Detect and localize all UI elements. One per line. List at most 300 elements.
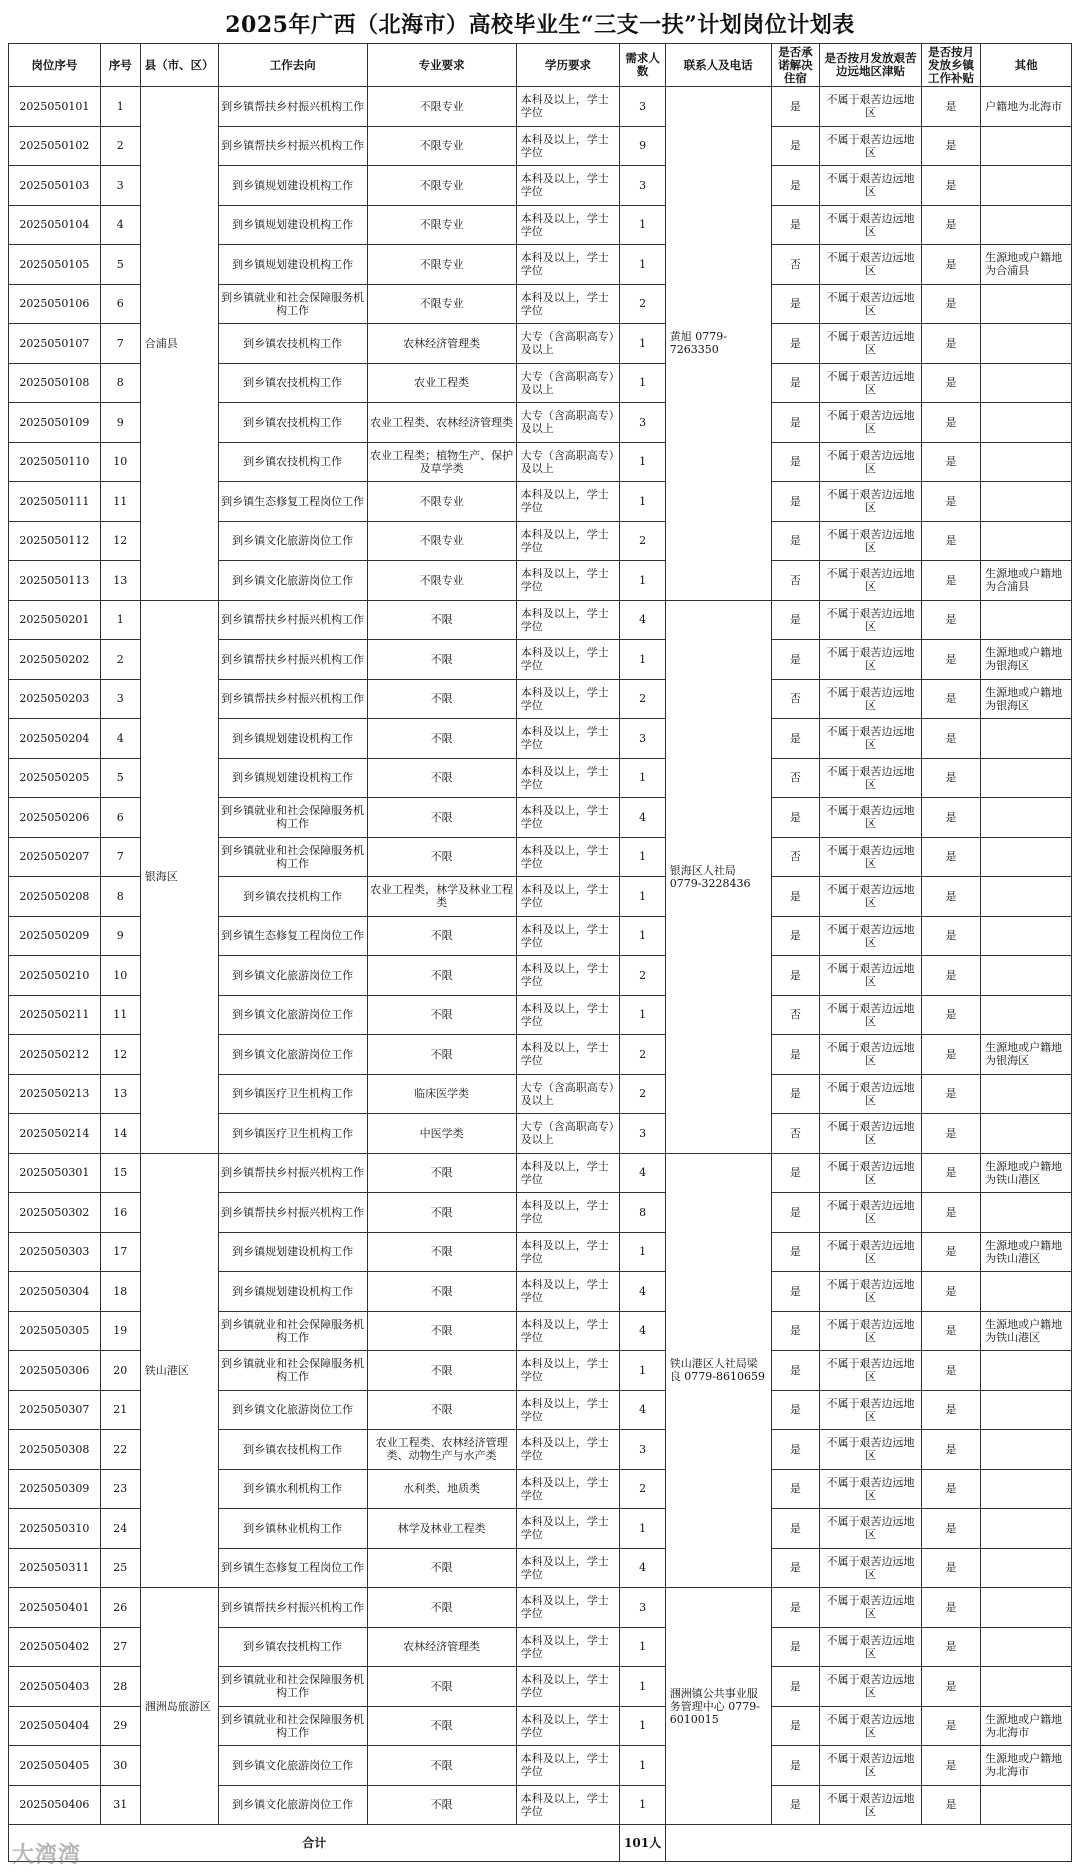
row-number-cell: 12 — [100, 521, 140, 561]
education-requirement-cell: 本科及以上，学士学位 — [516, 284, 620, 324]
row-number-cell: 10 — [100, 442, 140, 482]
major-requirement-cell: 不限 — [367, 1232, 516, 1272]
education-requirement-cell: 本科及以上，学士学位 — [516, 1193, 620, 1233]
position-id-cell: 2025050310 — [9, 1509, 101, 1549]
row-number-cell: 26 — [100, 1588, 140, 1628]
education-requirement-cell: 本科及以上，学士学位 — [516, 1035, 620, 1075]
education-requirement-cell: 本科及以上，学士学位 — [516, 837, 620, 877]
township-subsidy-cell: 是 — [921, 1114, 980, 1154]
remote-allowance-cell: 不属于艰苦边远地区 — [820, 956, 922, 996]
other-notes-cell — [981, 758, 1072, 798]
remote-allowance-cell: 不属于艰苦边远地区 — [820, 600, 922, 640]
row-number-cell: 19 — [100, 1311, 140, 1351]
major-requirement-cell: 不限专业 — [367, 205, 516, 245]
housing-provided-cell: 是 — [771, 87, 820, 127]
work-destination-cell: 到乡镇规划建设机构工作 — [218, 1232, 367, 1272]
row-number-cell: 15 — [100, 1153, 140, 1193]
other-notes-cell: 户籍地为北海市 — [981, 87, 1072, 127]
county-cell: 铁山港区 — [140, 1153, 218, 1588]
township-subsidy-cell: 是 — [921, 324, 980, 364]
township-subsidy-cell: 是 — [921, 837, 980, 877]
major-requirement-cell: 不限 — [367, 1588, 516, 1628]
remote-allowance-cell: 不属于艰苦边远地区 — [820, 324, 922, 364]
headcount-cell: 3 — [620, 403, 665, 443]
housing-provided-cell: 是 — [771, 205, 820, 245]
major-requirement-cell: 不限 — [367, 1667, 516, 1707]
remote-allowance-cell: 不属于艰苦边远地区 — [820, 1114, 922, 1154]
housing-provided-cell: 是 — [771, 1232, 820, 1272]
position-id-cell: 2025050304 — [9, 1272, 101, 1312]
housing-provided-cell: 是 — [771, 1548, 820, 1588]
row-number-cell: 30 — [100, 1746, 140, 1786]
remote-allowance-cell: 不属于艰苦边远地区 — [820, 521, 922, 561]
headcount-cell: 2 — [620, 956, 665, 996]
education-requirement-cell: 大专（含高职高专）及以上 — [516, 324, 620, 364]
headcount-cell: 1 — [620, 205, 665, 245]
township-subsidy-cell: 是 — [921, 1469, 980, 1509]
work-destination-cell: 到乡镇帮扶乡村振兴机构工作 — [218, 640, 367, 680]
township-subsidy-cell: 是 — [921, 1509, 980, 1549]
other-notes-cell — [981, 403, 1072, 443]
work-destination-cell: 到乡镇生态修复工程岗位工作 — [218, 482, 367, 522]
township-subsidy-cell: 是 — [921, 798, 980, 838]
position-id-cell: 2025050401 — [9, 1588, 101, 1628]
row-number-cell: 4 — [100, 719, 140, 759]
education-requirement-cell: 本科及以上，学士学位 — [516, 1509, 620, 1549]
major-requirement-cell: 农业工程类、农林经济管理类、动物生产与水产类 — [367, 1430, 516, 1470]
row-number-cell: 31 — [100, 1785, 140, 1825]
education-requirement-cell: 本科及以上，学士学位 — [516, 126, 620, 166]
headcount-cell: 9 — [620, 126, 665, 166]
housing-provided-cell: 是 — [771, 1627, 820, 1667]
other-notes-cell — [981, 284, 1072, 324]
township-subsidy-cell: 是 — [921, 1272, 980, 1312]
township-subsidy-cell: 是 — [921, 1627, 980, 1667]
other-notes-cell — [981, 126, 1072, 166]
other-notes-cell — [981, 1272, 1072, 1312]
row-number-cell: 9 — [100, 403, 140, 443]
other-notes-cell — [981, 1627, 1072, 1667]
major-requirement-cell: 不限 — [367, 798, 516, 838]
remote-allowance-cell: 不属于艰苦边远地区 — [820, 1390, 922, 1430]
other-notes-cell — [981, 1351, 1072, 1391]
row-number-cell: 6 — [100, 284, 140, 324]
row-number-cell: 17 — [100, 1232, 140, 1272]
major-requirement-cell: 不限 — [367, 837, 516, 877]
remote-allowance-cell: 不属于艰苦边远地区 — [820, 1627, 922, 1667]
housing-provided-cell: 是 — [771, 324, 820, 364]
major-requirement-cell: 不限专业 — [367, 521, 516, 561]
remote-allowance-cell: 不属于艰苦边远地区 — [820, 995, 922, 1035]
work-destination-cell: 到乡镇规划建设机构工作 — [218, 166, 367, 206]
major-requirement-cell: 不限 — [367, 1785, 516, 1825]
headcount-cell: 3 — [620, 719, 665, 759]
watermark-logo: 大湾湾 — [12, 1843, 82, 1868]
township-subsidy-cell: 是 — [921, 758, 980, 798]
county-cell: 涠洲岛旅游区 — [140, 1588, 218, 1825]
work-destination-cell: 到乡镇就业和社会保障服务机构工作 — [218, 1311, 367, 1351]
work-destination-cell: 到乡镇规划建设机构工作 — [218, 205, 367, 245]
row-number-cell: 3 — [100, 679, 140, 719]
housing-provided-cell: 是 — [771, 1311, 820, 1351]
other-notes-cell — [981, 1074, 1072, 1114]
remote-allowance-cell: 不属于艰苦边远地区 — [820, 245, 922, 285]
major-requirement-cell: 不限 — [367, 1311, 516, 1351]
headcount-cell: 8 — [620, 1193, 665, 1233]
housing-provided-cell: 是 — [771, 521, 820, 561]
work-destination-cell: 到乡镇林业机构工作 — [218, 1509, 367, 1549]
township-subsidy-cell: 是 — [921, 1548, 980, 1588]
housing-provided-cell: 是 — [771, 1272, 820, 1312]
headcount-cell: 3 — [620, 1430, 665, 1470]
headcount-cell: 1 — [620, 916, 665, 956]
education-requirement-cell: 本科及以上，学士学位 — [516, 1351, 620, 1391]
housing-provided-cell: 是 — [771, 1706, 820, 1746]
education-requirement-cell: 本科及以上，学士学位 — [516, 1706, 620, 1746]
major-requirement-cell: 不限专业 — [367, 482, 516, 522]
col-header: 序号 — [100, 44, 140, 87]
other-notes-cell — [981, 442, 1072, 482]
remote-allowance-cell: 不属于艰苦边远地区 — [820, 363, 922, 403]
position-id-cell: 2025050307 — [9, 1390, 101, 1430]
other-notes-cell — [981, 1667, 1072, 1707]
row-number-cell: 7 — [100, 837, 140, 877]
position-id-cell: 2025050201 — [9, 600, 101, 640]
major-requirement-cell: 不限 — [367, 1351, 516, 1391]
remote-allowance-cell: 不属于艰苦边远地区 — [820, 442, 922, 482]
remote-allowance-cell: 不属于艰苦边远地区 — [820, 640, 922, 680]
page-title: 2025年广西（北海市）高校毕业生“三支一扶”计划岗位计划表 — [225, 12, 855, 38]
headcount-cell: 4 — [620, 1311, 665, 1351]
education-requirement-cell: 本科及以上，学士学位 — [516, 1469, 620, 1509]
position-id-cell: 2025050104 — [9, 205, 101, 245]
work-destination-cell: 到乡镇文化旅游岗位工作 — [218, 1390, 367, 1430]
education-requirement-cell: 本科及以上，学士学位 — [516, 600, 620, 640]
major-requirement-cell: 中医学类 — [367, 1114, 516, 1154]
work-destination-cell: 到乡镇文化旅游岗位工作 — [218, 1746, 367, 1786]
other-notes-cell — [981, 916, 1072, 956]
remote-allowance-cell: 不属于艰苦边远地区 — [820, 126, 922, 166]
education-requirement-cell: 本科及以上，学士学位 — [516, 798, 620, 838]
position-id-cell: 2025050102 — [9, 126, 101, 166]
housing-provided-cell: 是 — [771, 600, 820, 640]
table-row — [9, 1588, 1072, 1628]
work-destination-cell: 到乡镇生态修复工程岗位工作 — [218, 1548, 367, 1588]
work-destination-cell: 到乡镇就业和社会保障服务机构工作 — [218, 1706, 367, 1746]
work-destination-cell: 到乡镇水利机构工作 — [218, 1469, 367, 1509]
township-subsidy-cell: 是 — [921, 995, 980, 1035]
township-subsidy-cell: 是 — [921, 640, 980, 680]
township-subsidy-cell: 是 — [921, 1430, 980, 1470]
remote-allowance-cell: 不属于艰苦边远地区 — [820, 1430, 922, 1470]
township-subsidy-cell: 是 — [921, 679, 980, 719]
headcount-cell: 1 — [620, 837, 665, 877]
row-number-cell: 24 — [100, 1509, 140, 1549]
remote-allowance-cell: 不属于艰苦边远地区 — [820, 877, 922, 917]
township-subsidy-cell: 是 — [921, 916, 980, 956]
other-notes-cell: 生源地或户籍地为铁山港区 — [981, 1311, 1072, 1351]
work-destination-cell: 到乡镇帮扶乡村振兴机构工作 — [218, 126, 367, 166]
remote-allowance-cell: 不属于艰苦边远地区 — [820, 1351, 922, 1391]
work-destination-cell: 到乡镇就业和社会保障服务机构工作 — [218, 837, 367, 877]
major-requirement-cell: 不限 — [367, 1706, 516, 1746]
position-id-cell: 2025050110 — [9, 442, 101, 482]
work-destination-cell: 到乡镇农技机构工作 — [218, 877, 367, 917]
row-number-cell: 1 — [100, 87, 140, 127]
remote-allowance-cell: 不属于艰苦边远地区 — [820, 1074, 922, 1114]
other-notes-cell — [981, 1390, 1072, 1430]
work-destination-cell: 到乡镇就业和社会保障服务机构工作 — [218, 798, 367, 838]
row-number-cell: 13 — [100, 1074, 140, 1114]
work-destination-cell: 到乡镇农技机构工作 — [218, 1627, 367, 1667]
remote-allowance-cell: 不属于艰苦边远地区 — [820, 1153, 922, 1193]
position-id-cell: 2025050209 — [9, 916, 101, 956]
position-id-cell: 2025050303 — [9, 1232, 101, 1272]
work-destination-cell: 到乡镇规划建设机构工作 — [218, 245, 367, 285]
township-subsidy-cell: 是 — [921, 1232, 980, 1272]
other-notes-cell — [981, 600, 1072, 640]
contact-cell: 涠洲镇公共事业服务管理中心 0779-6010015 — [665, 1588, 771, 1825]
work-destination-cell: 到乡镇文化旅游岗位工作 — [218, 956, 367, 996]
remote-allowance-cell: 不属于艰苦边远地区 — [820, 679, 922, 719]
housing-provided-cell: 否 — [771, 758, 820, 798]
row-number-cell: 5 — [100, 245, 140, 285]
township-subsidy-cell: 是 — [921, 1311, 980, 1351]
remote-allowance-cell: 不属于艰苦边远地区 — [820, 561, 922, 601]
work-destination-cell: 到乡镇就业和社会保障服务机构工作 — [218, 284, 367, 324]
county-cell: 银海区 — [140, 600, 218, 1153]
housing-provided-cell: 是 — [771, 482, 820, 522]
total-blank — [665, 1825, 1071, 1862]
education-requirement-cell: 本科及以上，学士学位 — [516, 719, 620, 759]
education-requirement-cell: 本科及以上，学士学位 — [516, 758, 620, 798]
headcount-cell: 3 — [620, 1588, 665, 1628]
table-row — [9, 600, 1072, 640]
education-requirement-cell: 本科及以上，学士学位 — [516, 87, 620, 127]
row-number-cell: 28 — [100, 1667, 140, 1707]
col-header: 县（市、区） — [140, 44, 218, 87]
headcount-cell: 1 — [620, 1785, 665, 1825]
work-destination-cell: 到乡镇帮扶乡村振兴机构工作 — [218, 1588, 367, 1628]
other-notes-cell: 生源地或户籍地为银海区 — [981, 1035, 1072, 1075]
other-notes-cell — [981, 482, 1072, 522]
headcount-cell: 1 — [620, 640, 665, 680]
township-subsidy-cell: 是 — [921, 1588, 980, 1628]
headcount-cell: 2 — [620, 284, 665, 324]
position-id-cell: 2025050112 — [9, 521, 101, 561]
col-header: 需求人数 — [620, 44, 665, 87]
major-requirement-cell: 不限专业 — [367, 561, 516, 601]
major-requirement-cell: 不限 — [367, 1035, 516, 1075]
position-id-cell: 2025050406 — [9, 1785, 101, 1825]
headcount-cell: 1 — [620, 995, 665, 1035]
education-requirement-cell: 本科及以上，学士学位 — [516, 956, 620, 996]
headcount-cell: 4 — [620, 1153, 665, 1193]
major-requirement-cell: 不限专业 — [367, 166, 516, 206]
housing-provided-cell: 是 — [771, 1351, 820, 1391]
other-notes-cell: 生源地或户籍地为合浦县 — [981, 245, 1072, 285]
headcount-cell: 1 — [620, 1232, 665, 1272]
major-requirement-cell: 农业工程类；植物生产、保护及草学类 — [367, 442, 516, 482]
position-id-cell: 2025050206 — [9, 798, 101, 838]
work-destination-cell: 到乡镇规划建设机构工作 — [218, 758, 367, 798]
remote-allowance-cell: 不属于艰苦边远地区 — [820, 1548, 922, 1588]
headcount-cell: 4 — [620, 1548, 665, 1588]
education-requirement-cell: 大专（含高职高专）及以上 — [516, 442, 620, 482]
education-requirement-cell: 大专（含高职高专）及以上 — [516, 1074, 620, 1114]
row-number-cell: 25 — [100, 1548, 140, 1588]
headcount-cell: 1 — [620, 1706, 665, 1746]
remote-allowance-cell: 不属于艰苦边远地区 — [820, 1588, 922, 1628]
position-id-cell: 2025050107 — [9, 324, 101, 364]
work-destination-cell: 到乡镇文化旅游岗位工作 — [218, 995, 367, 1035]
education-requirement-cell: 本科及以上，学士学位 — [516, 1232, 620, 1272]
housing-provided-cell: 否 — [771, 245, 820, 285]
housing-provided-cell: 是 — [771, 1035, 820, 1075]
row-number-cell: 2 — [100, 640, 140, 680]
position-id-cell: 2025050308 — [9, 1430, 101, 1470]
housing-provided-cell: 是 — [771, 1746, 820, 1786]
housing-provided-cell: 是 — [771, 403, 820, 443]
remote-allowance-cell: 不属于艰苦边远地区 — [820, 1035, 922, 1075]
work-destination-cell: 到乡镇文化旅游岗位工作 — [218, 521, 367, 561]
other-notes-cell — [981, 363, 1072, 403]
remote-allowance-cell: 不属于艰苦边远地区 — [820, 1272, 922, 1312]
work-destination-cell: 到乡镇农技机构工作 — [218, 442, 367, 482]
col-header: 其他 — [981, 44, 1072, 87]
education-requirement-cell: 本科及以上，学士学位 — [516, 1390, 620, 1430]
other-notes-cell — [981, 995, 1072, 1035]
position-id-cell: 2025050214 — [9, 1114, 101, 1154]
housing-provided-cell: 否 — [771, 995, 820, 1035]
education-requirement-cell: 本科及以上，学士学位 — [516, 205, 620, 245]
headcount-cell: 1 — [620, 1509, 665, 1549]
position-id-cell: 2025050205 — [9, 758, 101, 798]
education-requirement-cell: 本科及以上，学士学位 — [516, 1430, 620, 1470]
contact-cell: 银海区人社局 0779-3228436 — [665, 600, 771, 1153]
other-notes-cell — [981, 837, 1072, 877]
township-subsidy-cell: 是 — [921, 1390, 980, 1430]
major-requirement-cell: 不限 — [367, 1390, 516, 1430]
work-destination-cell: 到乡镇规划建设机构工作 — [218, 1272, 367, 1312]
other-notes-cell — [981, 324, 1072, 364]
work-destination-cell: 到乡镇医疗卫生机构工作 — [218, 1074, 367, 1114]
housing-provided-cell: 是 — [771, 363, 820, 403]
other-notes-cell: 生源地或户籍地为北海市 — [981, 1706, 1072, 1746]
housing-provided-cell: 是 — [771, 1469, 820, 1509]
contact-cell: 黄旭 0779-7263350 — [665, 87, 771, 601]
other-notes-cell — [981, 1548, 1072, 1588]
work-destination-cell: 到乡镇帮扶乡村振兴机构工作 — [218, 1153, 367, 1193]
row-number-cell: 13 — [100, 561, 140, 601]
housing-provided-cell: 是 — [771, 1074, 820, 1114]
township-subsidy-cell: 是 — [921, 1035, 980, 1075]
row-number-cell: 16 — [100, 1193, 140, 1233]
education-requirement-cell: 本科及以上，学士学位 — [516, 482, 620, 522]
remote-allowance-cell: 不属于艰苦边远地区 — [820, 1469, 922, 1509]
education-requirement-cell: 本科及以上，学士学位 — [516, 679, 620, 719]
housing-provided-cell: 是 — [771, 1153, 820, 1193]
major-requirement-cell: 临床医学类 — [367, 1074, 516, 1114]
other-notes-cell: 生源地或户籍地为合浦县 — [981, 561, 1072, 601]
education-requirement-cell: 大专（含高职高专）及以上 — [516, 403, 620, 443]
other-notes-cell — [981, 1193, 1072, 1233]
other-notes-cell: 生源地或户籍地为北海市 — [981, 1746, 1072, 1786]
housing-provided-cell: 是 — [771, 1430, 820, 1470]
row-number-cell: 23 — [100, 1469, 140, 1509]
other-notes-cell — [981, 1785, 1072, 1825]
housing-provided-cell: 否 — [771, 561, 820, 601]
contact-cell: 铁山港区人社局梁良 0779-8610659 — [665, 1153, 771, 1588]
housing-provided-cell: 是 — [771, 956, 820, 996]
township-subsidy-cell: 是 — [921, 245, 980, 285]
row-number-cell: 14 — [100, 1114, 140, 1154]
remote-allowance-cell: 不属于艰苦边远地区 — [820, 916, 922, 956]
headcount-cell: 4 — [620, 600, 665, 640]
other-notes-cell: 生源地或户籍地为银海区 — [981, 640, 1072, 680]
housing-provided-cell: 是 — [771, 126, 820, 166]
housing-provided-cell: 是 — [771, 1509, 820, 1549]
row-number-cell: 22 — [100, 1430, 140, 1470]
major-requirement-cell: 不限 — [367, 719, 516, 759]
total-value: 101人 — [620, 1825, 665, 1862]
headcount-cell: 4 — [620, 1390, 665, 1430]
position-id-cell: 2025050202 — [9, 640, 101, 680]
work-destination-cell: 到乡镇农技机构工作 — [218, 403, 367, 443]
remote-allowance-cell: 不属于艰苦边远地区 — [820, 284, 922, 324]
education-requirement-cell: 本科及以上，学士学位 — [516, 1785, 620, 1825]
headcount-cell: 3 — [620, 87, 665, 127]
work-destination-cell: 到乡镇帮扶乡村振兴机构工作 — [218, 87, 367, 127]
work-destination-cell: 到乡镇农技机构工作 — [218, 324, 367, 364]
education-requirement-cell: 本科及以上，学士学位 — [516, 1153, 620, 1193]
work-destination-cell: 到乡镇帮扶乡村振兴机构工作 — [218, 1193, 367, 1233]
table-row — [9, 87, 1072, 127]
major-requirement-cell: 不限 — [367, 600, 516, 640]
row-number-cell: 10 — [100, 956, 140, 996]
row-number-cell: 5 — [100, 758, 140, 798]
housing-provided-cell: 是 — [771, 166, 820, 206]
position-id-cell: 2025050203 — [9, 679, 101, 719]
position-id-cell: 2025050305 — [9, 1311, 101, 1351]
remote-allowance-cell: 不属于艰苦边远地区 — [820, 1193, 922, 1233]
headcount-cell: 2 — [620, 1074, 665, 1114]
housing-provided-cell: 是 — [771, 1785, 820, 1825]
other-notes-cell — [981, 1588, 1072, 1628]
work-destination-cell: 到乡镇文化旅游岗位工作 — [218, 1785, 367, 1825]
township-subsidy-cell: 是 — [921, 403, 980, 443]
major-requirement-cell: 不限专业 — [367, 87, 516, 127]
education-requirement-cell: 本科及以上，学士学位 — [516, 995, 620, 1035]
education-requirement-cell: 本科及以上，学士学位 — [516, 877, 620, 917]
work-destination-cell: 到乡镇帮扶乡村振兴机构工作 — [218, 600, 367, 640]
table-body — [9, 87, 1072, 1825]
remote-allowance-cell: 不属于艰苦边远地区 — [820, 837, 922, 877]
row-number-cell: 11 — [100, 482, 140, 522]
row-number-cell: 21 — [100, 1390, 140, 1430]
remote-allowance-cell: 不属于艰苦边远地区 — [820, 1509, 922, 1549]
township-subsidy-cell: 是 — [921, 87, 980, 127]
position-id-cell: 2025050101 — [9, 87, 101, 127]
major-requirement-cell: 不限 — [367, 679, 516, 719]
housing-provided-cell: 是 — [771, 916, 820, 956]
township-subsidy-cell: 是 — [921, 561, 980, 601]
township-subsidy-cell: 是 — [921, 126, 980, 166]
major-requirement-cell: 不限 — [367, 1193, 516, 1233]
position-id-cell: 2025050208 — [9, 877, 101, 917]
major-requirement-cell: 不限 — [367, 956, 516, 996]
township-subsidy-cell: 是 — [921, 600, 980, 640]
